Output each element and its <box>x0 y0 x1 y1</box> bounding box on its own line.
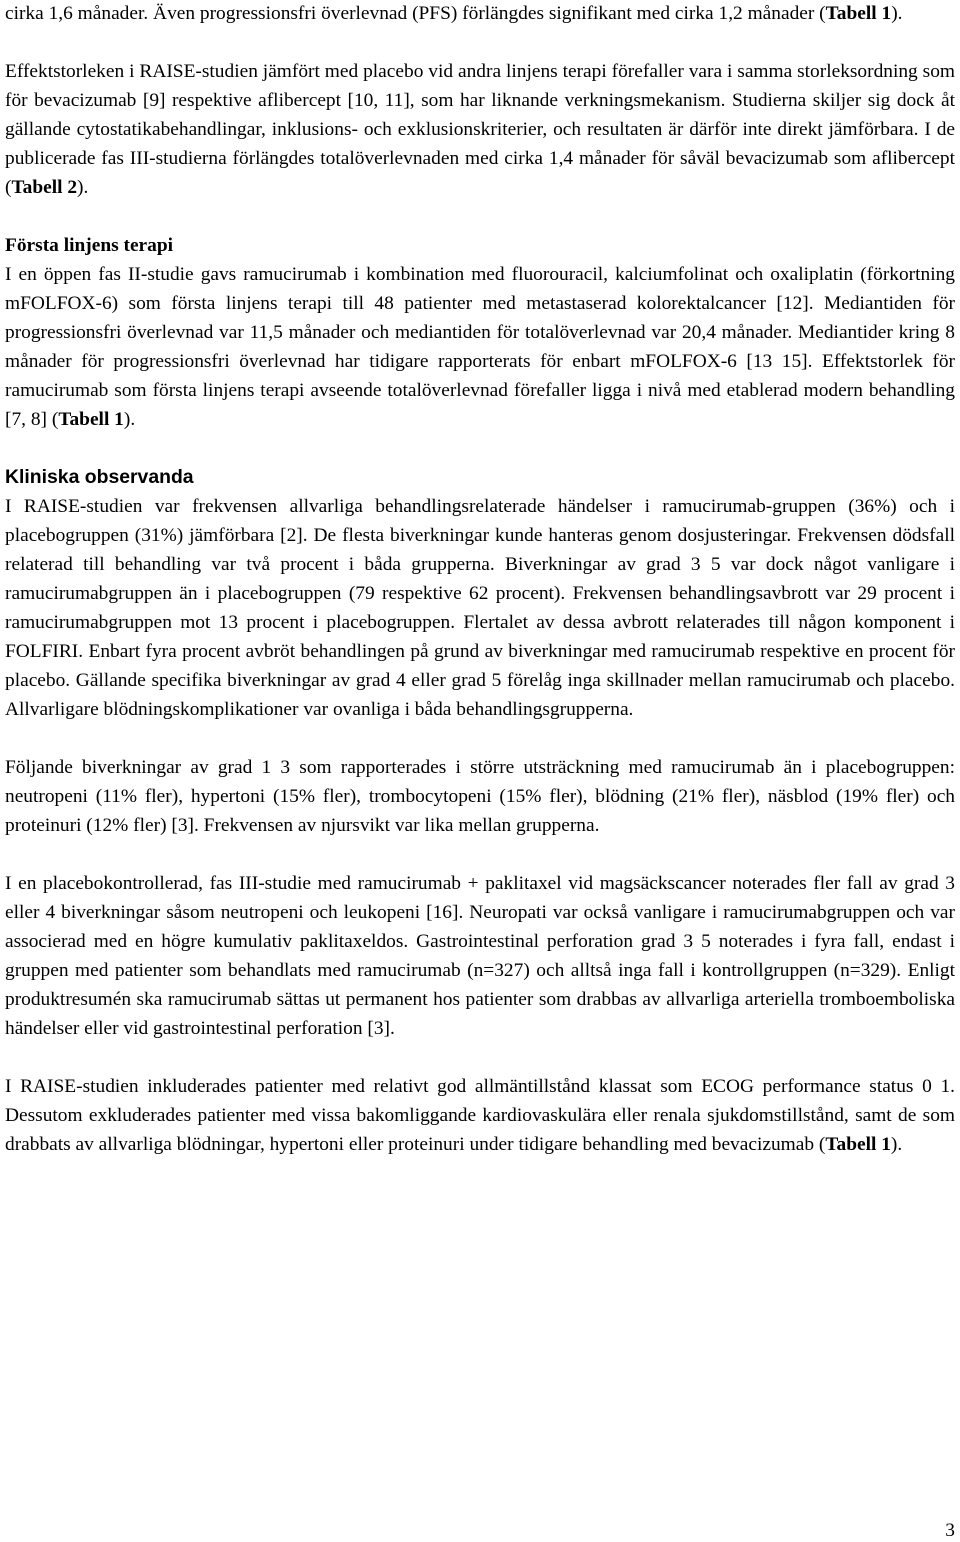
paragraph-text: Effektstorleken i RAISE-studien jämfört med placebo vid andra linjens terapi förefaller vara i samma storleksordning som för bevacizumab [9] respektive aflibercept [10, 11], som har liknande verkningsmekanism. Studierna skiljer sig dock åt gällande cytostatikabehandlingar, inklusions- och exklusionskriterier, och resultaten är därför inte direkt jämförbara. I de publicerade fas III-studierna förlängdes totalöverlevnaden med cirka 1,4 månader för såväl bevacizumab som aflibercept ( <box>5 61 955 198</box>
paragraph-end: ). <box>123 409 136 430</box>
table-reference: Tabell 2 <box>11 177 78 198</box>
paragraph-text: cirka 1,6 månader. Även progressionsfri överlevnad (PFS) förlängdes signifikant med cirka 1,2 månader ( <box>5 3 826 24</box>
section-heading-first-line-therapy: Första linjens terapi <box>5 235 174 256</box>
paragraph-text: I RAISE-studien inkluderades patienter med relativt god allmäntillstånd klassat som ECOG performance status 0 1. Dessutom exkluderades patienter med vissa bakomliggande kardiovaskulära eller renala sjukdomstillstånd, samt de som drabbats av allvarliga blödningar, hypertoni eller proteinuri under tidigare behandling med bevacizumab ( <box>5 1076 955 1155</box>
paragraph-paclitaxel-study: I en placebokontrollerad, fas III-studie med ramucirumab + paklitaxel vid magsäckscancer noterades fler fall av grad 3 eller 4 biverkningar såsom neutropeni och leukopeni [16]. Neuropati var också vanligare i ramucirumabgruppen och var associerad med en högre kumulativ paklitaxeldos. Gastrointestinal perforation grad 3 5 noterades i fyra fall, endast i gruppen med patienter som behandlats med ramucirumab (n=327) och alltså inga fall i kontrollgruppen (n=329). Enligt produktresumén ska ramucirumab sättas ut permanent hos patienter som drabbas av allvarliga arteriella tromboemboliska händelser eller vid gastrointestinal perforation [3]. <box>5 873 955 1039</box>
table-reference: Tabell 1 <box>825 3 892 24</box>
paragraph-end: ). <box>77 177 89 198</box>
page-number: 3 <box>945 1520 955 1541</box>
table-reference: Tabell 1 <box>58 409 124 430</box>
paragraph-raise-adverse-events: I RAISE-studien var frekvensen allvarliga behandlingsrelaterade händelser i ramucirumab-gruppen (36%) och i placebogruppen (31%) jämförbara [2]. De flesta biverkningar kunde hanteras genom dosjusteringar. Frekvensen dödsfall relaterad till behandling var två procent i båda grupperna. Biverkningar av grad 3 5 var dock något vanligare i ramucirumabgruppen än i placebogruppen (79 respektive 62 procent). Frekvensen behandlingsavbrott var 29 procent i ramucirumabgruppen mot 13 procent i placebogruppen. Flertalet av dessa avbrott relaterades till någon komponent i FOLFIRI. Enbart fyra procent avbröt behandlingen på grund av biverkningar med ramucirumab respektive en procent för placebo. Gällande specifika biverkningar av grad 4 eller grad 5 förelåg inga skillnader mellan ramucirumab och placebo. Allvarligare blödningskomplikationer var ovanliga i båda behandlingsgrupperna. <box>5 496 955 720</box>
paragraph-pfs-summary <box>5 0 955 28</box>
paragraph-raise-inclusion <box>5 1072 955 1159</box>
paragraph-end: ). <box>890 1134 903 1155</box>
paragraph-first-line <box>5 260 955 434</box>
paragraph-text: I en öppen fas II-studie gavs ramucirumab i kombination med fluorouracil, kalciumfolinat och oxaliplatin (förkortning mFOLFOX-6) som första linjens terapi till 48 patienter med metastaserad kolorektalcancer [12]. Mediantiden för progressionsfri överlevnad var 11,5 månader och mediantiden för totalöverlevnad var 20,4 månader. Mediantider kring 8 månader för progressionsfri överlevnad har tidigare rapporterats för enbart mFOLFOX-6 [13 15]. Effektstorlek för ramucirumab som första linjens terapi avseende totalöverlevnad förefaller ligga i nivå med etablerad modern behandling [7, 8] ( <box>5 264 955 430</box>
document-page <box>5 0 955 1159</box>
section-heading-clinical-observations: Kliniska observanda <box>5 466 194 488</box>
paragraph-grade-1-3-events: Följande biverkningar av grad 1 3 som rapporterades i större utsträckning med ramucirumab än i placebogruppen: neutropeni (11% fler), hypertoni (15% fler), trombocytopeni (15% fler), blödning (21% fler), näsblod (19% fler) och proteinuri (12% fler) [3]. Frekvensen av njursvikt var lika mellan grupperna. <box>5 757 955 836</box>
table-reference: Tabell 1 <box>825 1134 891 1155</box>
paragraph-end: ). <box>891 3 903 24</box>
paragraph-effect-size <box>5 57 955 202</box>
